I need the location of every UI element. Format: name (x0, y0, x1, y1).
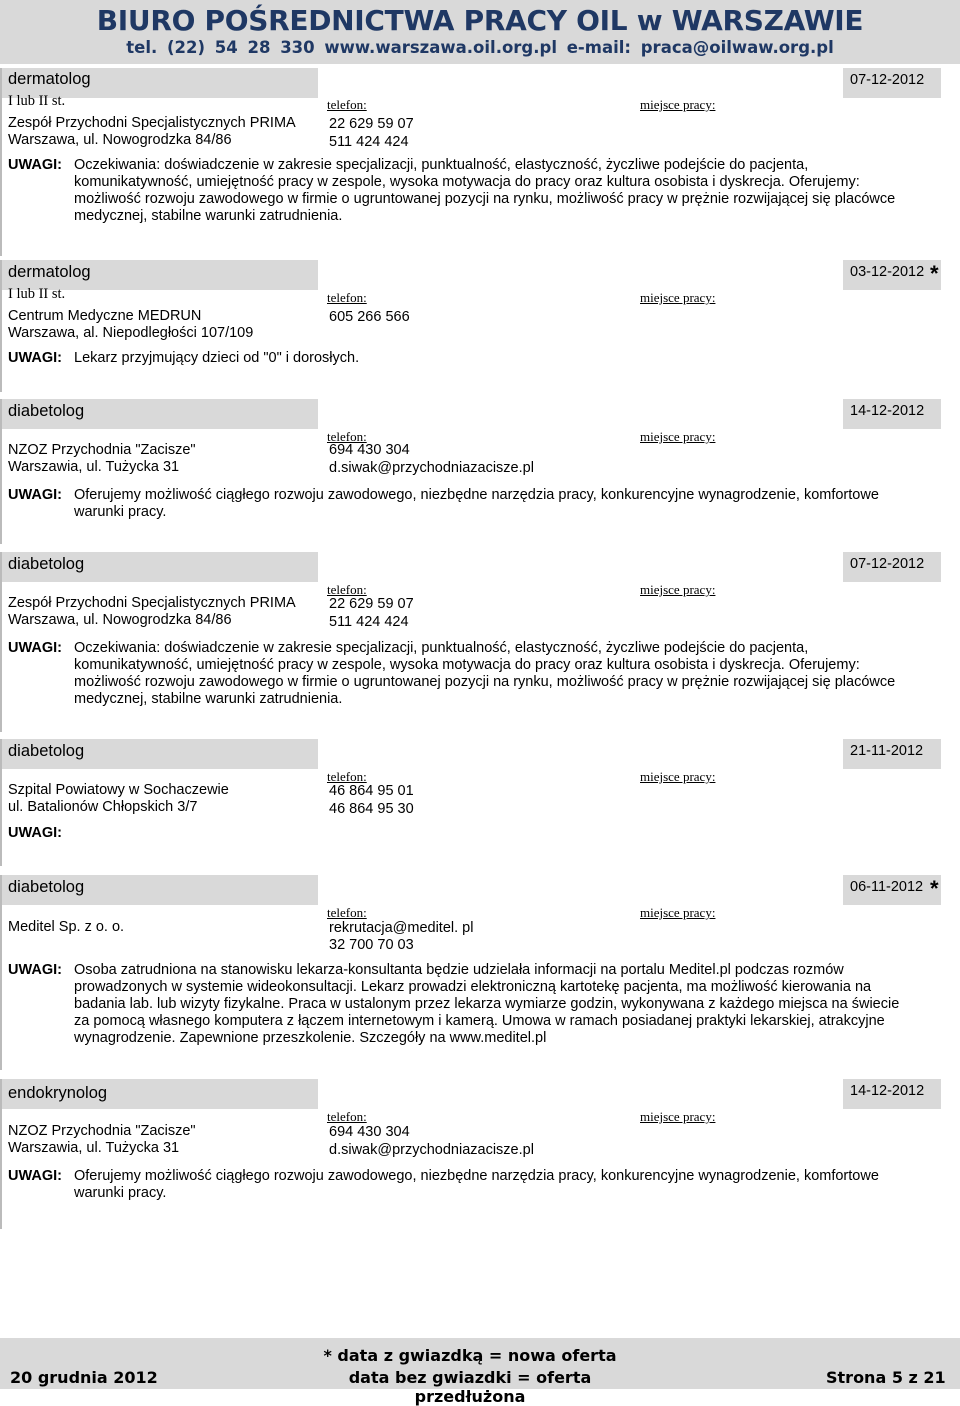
offer-date: 14-12-2012 (850, 1083, 925, 1099)
phone-1: 605 266 566 (329, 309, 410, 325)
page-header (0, 0, 960, 64)
specialty: diabetolog (8, 402, 85, 420)
uwagi-text: Oczekiwania: doświadczenie w zakresie specjalizacji, punktualność, elastyczność, życzliwe podejście do pacjenta, komunikatywność, umiejętność pracy w zespole, wysoka motywacja do pracy oraz kultura osobista i dyskrecja. Oferujemy: możliwość rozwoju zawodowego w firmie o ugruntowanej pozycji na rynku, możliwość pracy w prężnie rozwijającej się placówce medycznej, stabilne warunki zatrudnienia. (74, 640, 896, 707)
telefon-label: telefon: (327, 905, 367, 920)
email: rekrutacja@meditel. pl (329, 920, 474, 936)
uwagi-text: Osoba zatrudniona na stanowisku lekarza-konsultanta będzie udzielała informacji na portalu Meditel.pl podczas rozmów prowadzonych w systemie wideokonsultacji. Lekarz prowadzi elektroniczną kartotekę pacjenta, ma możliwość kierowania na badania lab. lub wizyty fizykalne. Praca w ustalonym przez lekarza wymiarze godzin, wykonywana z każdego miejsca na świecie za pomocą własnego komputera z łączem internetowym i kamerą. Umowa w ramach posiadanej praktyki lekarskiej, atrakcyjne wynagrodzenie. Zapewnione przeszkolenie. Szczegóły na www.meditel.pl (74, 962, 900, 1046)
uwagi-label: UWAGI: (8, 157, 62, 173)
institution-address: Warszawia, ul. Tużycka 31 (8, 459, 180, 475)
institution-address: ul. Batalionów Chłopskich 3/7 (8, 799, 198, 815)
degree-level: I lub II st. (8, 286, 66, 302)
phone-1: 22 629 59 07 (329, 116, 414, 132)
new-offer-star: * (930, 876, 939, 901)
uwagi-label: UWAGI: (8, 487, 62, 503)
page-number: Strona 5 z 21 (826, 1368, 946, 1387)
offer-date: 03-12-2012 (850, 264, 925, 280)
telefon-label: telefon: (327, 1109, 367, 1124)
uwagi-text: Oczekiwania: doświadczenie w zakresie specjalizacji, punktualność, elastyczność, życzliwe podejście do pacjenta, komunikatywność, umiejętność pracy w zespole, wysoka motywacja do pracy oraz kultura osobista i dyskrecja. Oferujemy: możliwość rozwoju zawodowego w firmie o ugruntowanej pozycji na rynku, możliwość pracy w prężnie rozwijającej się placówce medycznej, stabilne warunki zatrudnienia. (74, 157, 896, 224)
institution-name: NZOZ Przychodnia "Zacisze" (8, 1123, 196, 1139)
page-footer (0, 1338, 960, 1406)
institution-name: NZOZ Przychodnia "Zacisze" (8, 442, 196, 458)
specialty: diabetolog (8, 742, 85, 760)
footer-legend-extended: data bez gwiazdki = oferta przedłużona (348, 1368, 592, 1406)
phone-1: 694 430 304 (329, 442, 410, 458)
phone-1: 46 864 95 01 (329, 783, 414, 799)
footer-legend-new: * data z gwiazdką = nowa oferta (323, 1346, 617, 1365)
place-label: miejsce pracy: (640, 97, 716, 112)
offer-date: 21-11-2012 (850, 743, 924, 759)
place-label: miejsce pracy: (640, 769, 716, 784)
telefon-label: telefon: (327, 582, 367, 597)
specialty: diabetolog (8, 555, 85, 573)
footer-date: 20 grudnia 2012 (10, 1368, 158, 1387)
institution-address: Warszawa, ul. Nowogrodzka 84/86 (8, 132, 232, 148)
telefon-label: telefon: (327, 97, 367, 112)
uwagi-text: Oferujemy możliwość ciągłego rozwoju zawodowego, niezbędne narzędzia pracy, konkurencyjne wynagrodzenie, komfortowe warunki pracy. (74, 1168, 879, 1201)
uwagi-label: UWAGI: (8, 1168, 62, 1184)
institution-address: Warszawia, ul. Tużycka 31 (8, 1140, 180, 1156)
telefon-label: telefon: (327, 290, 367, 305)
specialty: dermatolog (8, 263, 91, 281)
place-label: miejsce pracy: (640, 290, 716, 305)
specialty: diabetolog (8, 878, 85, 896)
header-title: BIURO POŚREDNICTWA PRACY OIL w WARSZAWIE (96, 4, 864, 37)
telefon-label: telefon: (327, 769, 367, 784)
new-offer-star: * (930, 261, 939, 286)
institution-name: Meditel Sp. z o. o. (8, 919, 125, 935)
header-contact: tel. (22) 54 28 330 www.warszawa.oil.org.pl e-mail: praca@oilwaw.org.pl (126, 38, 834, 57)
institution-address: Warszawa, al. Niepodległości 107/109 (8, 325, 254, 341)
phone-2: 511 424 424 (329, 134, 409, 150)
specialty: dermatolog (8, 70, 91, 88)
specialty: endokrynolog (8, 1084, 108, 1102)
phone-2: 46 864 95 30 (329, 801, 414, 817)
phone-1: 694 430 304 (329, 1124, 410, 1140)
institution-name: Szpital Powiatowy w Sochaczewie (8, 782, 229, 798)
offer-date: 06-11-2012 (850, 879, 924, 895)
telefon-label: telefon: (327, 429, 367, 444)
institution-name: Zespół Przychodni Specjalistycznych PRIMA (8, 595, 296, 611)
offer-date: 07-12-2012 (850, 72, 925, 88)
uwagi-label: UWAGI: (8, 350, 62, 366)
place-label: miejsce pracy: (640, 905, 716, 920)
place-label: miejsce pracy: (640, 429, 716, 444)
institution-name: Zespół Przychodni Specjalistycznych PRIMA (8, 115, 296, 131)
institution-address: Warszawa, ul. Nowogrodzka 84/86 (8, 612, 232, 628)
offer-date: 14-12-2012 (850, 403, 925, 419)
uwagi-text: Lekarz przyjmujący dzieci od "0" i dorosłych. (74, 350, 360, 366)
place-label: miejsce pracy: (640, 582, 716, 597)
email: d.siwak@przychodniazacisze.pl (329, 460, 534, 476)
uwagi-label: UWAGI: (8, 825, 62, 841)
institution-name: Centrum Medyczne MEDRUN (8, 308, 202, 324)
degree-level: I lub II st. (8, 93, 66, 109)
phone-1: 32 700 70 03 (329, 937, 414, 953)
uwagi-text: Oferujemy możliwość ciągłego rozwoju zawodowego, niezbędne narzędzia pracy, konkurencyjne wynagrodzenie, komfortowe warunki pracy. (74, 487, 879, 520)
phone-2: 511 424 424 (329, 614, 409, 630)
uwagi-label: UWAGI: (8, 640, 62, 656)
offer-date: 07-12-2012 (850, 556, 925, 572)
place-label: miejsce pracy: (640, 1109, 716, 1124)
uwagi-label: UWAGI: (8, 962, 62, 978)
phone-1: 22 629 59 07 (329, 596, 414, 612)
email: d.siwak@przychodniazacisze.pl (329, 1142, 534, 1158)
